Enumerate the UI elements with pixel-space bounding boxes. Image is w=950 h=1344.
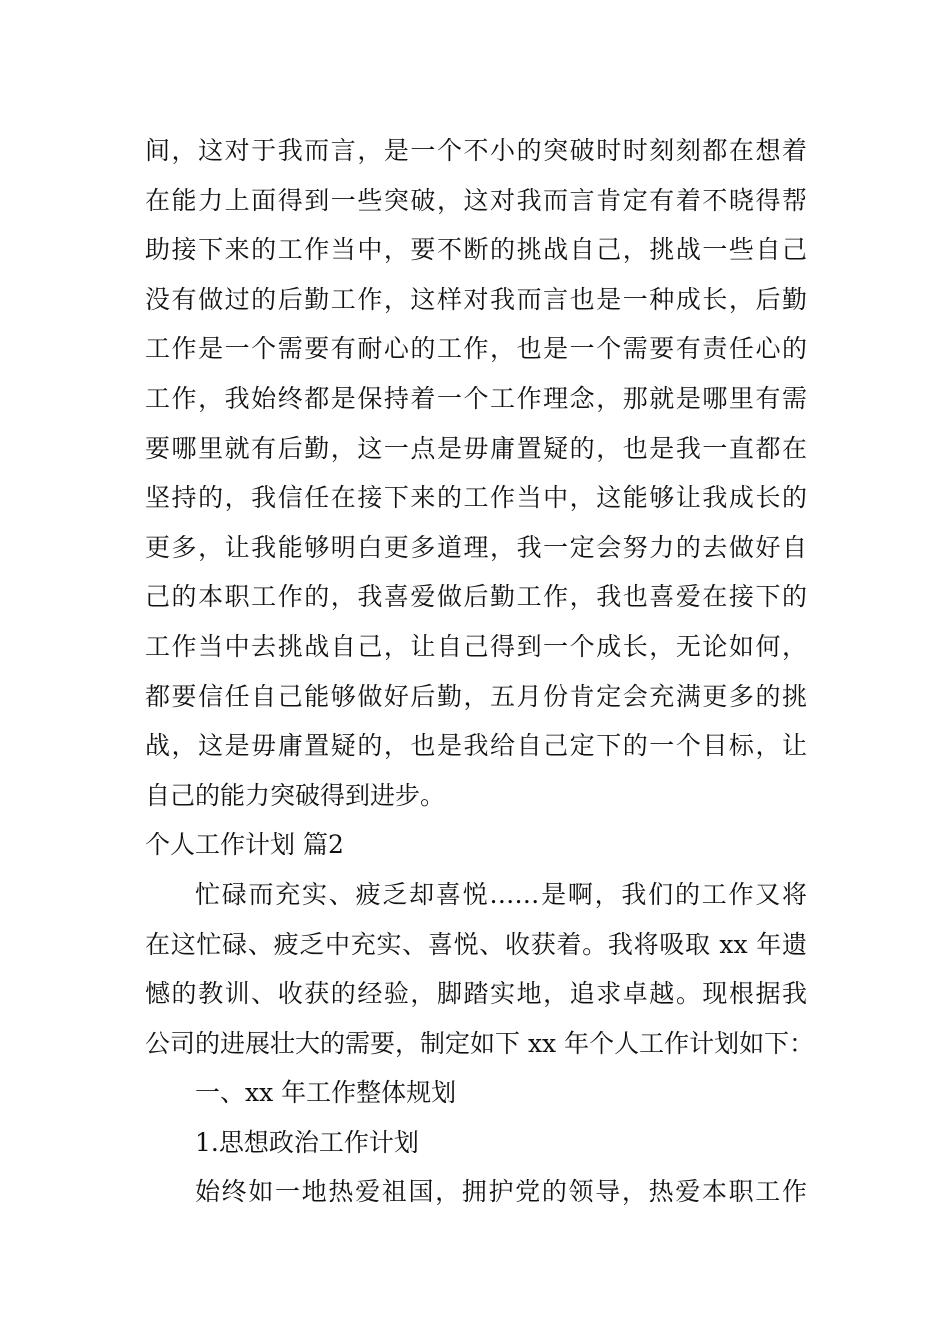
text-line: 要哪里就有后勤，这一点是毋庸置疑的，也是我一直都在 — [145, 433, 807, 463]
text-line: 工作当中去挑战自己，让自己得到一个成长，无论如何， — [145, 631, 807, 661]
text-line: 更多，让我能够明白更多道理，我一定会努力的去做好自 — [145, 532, 807, 562]
intro-paragraph — [145, 870, 815, 1068]
text-line: 都要信任自己能够做好后勤，五月份肯定会充满更多的挑 — [145, 681, 807, 711]
text-line: 战，这是毋庸置疑的，也是我给自己定下的一个目标，让 — [145, 731, 807, 761]
subheading-political-work: 1.思想政治工作计划 — [195, 1127, 419, 1157]
text-line: 己的本职工作的，我喜爱做后勤工作，我也喜爱在接下的 — [145, 582, 807, 612]
text-line: 助接下来的工作当中，要不断的挑战自己，挑战一些自己 — [145, 235, 807, 265]
text-line: 始终如一地热爱祖国，拥护党的领导，热爱本职工作 — [195, 1177, 807, 1207]
text-line: 间，这对于我而言，是一个不小的突破时时刻刻都在想着 — [145, 136, 807, 165]
text-line: 没有做过的后勤工作，这样对我而言也是一种成长，后勤 — [145, 284, 807, 314]
document-body — [145, 126, 815, 1217]
text-line: 憾的教训、收获的经验，脚踏实地，追求卓越。现根据我 — [145, 979, 807, 1009]
text-line: 工作是一个需要有耐心的工作，也是一个需要有责任心的 — [145, 334, 807, 364]
text-line: 自己的能力突破得到进步。 — [145, 780, 446, 810]
text-line: 在能力上面得到一些突破，这对我而言肯定有着不晓得帮 — [145, 185, 807, 215]
continued-paragraph — [145, 126, 807, 820]
subheading-overall-plan: 一、xx 年工作整体规划 — [195, 1078, 457, 1108]
section-title: 个人工作计划 篇2 — [145, 830, 344, 860]
text-line: 坚持的，我信任在接下来的工作当中，这能够让我成长的 — [145, 483, 807, 513]
text-line: 忙碌而充实、疲乏却喜悦……是啊，我们的工作又将 — [195, 879, 807, 909]
text-line: 在这忙碌、疲乏中充实、喜悦、收获着。我将吸取 xx 年遗 — [145, 929, 807, 959]
text-line: 公司的进展壮大的需要，制定如下 xx 年个人工作计划如下： — [145, 1028, 815, 1058]
text-line: 工作，我始终都是保持着一个工作理念，那就是哪里有需 — [145, 383, 807, 413]
